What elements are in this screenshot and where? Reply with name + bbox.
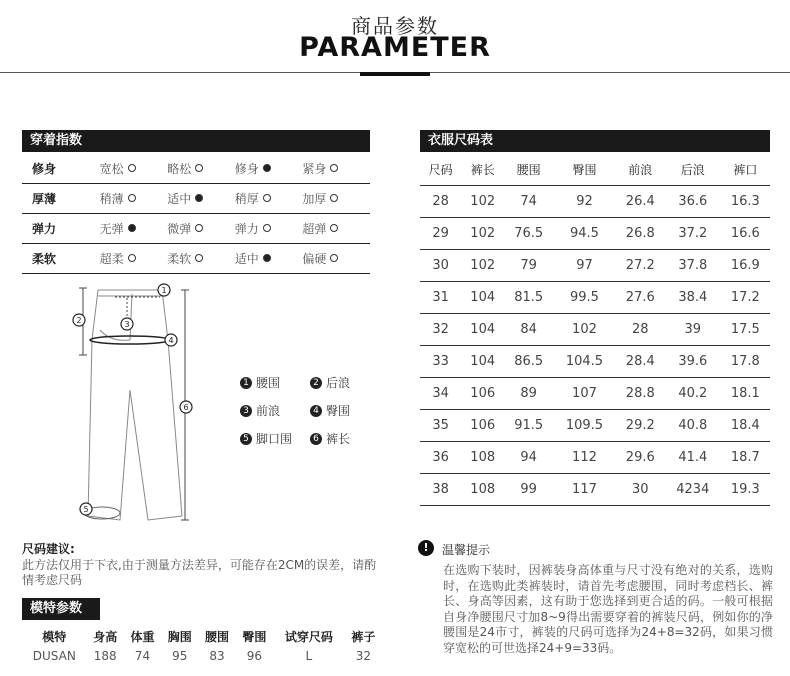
size-chart-cell: 28 (616, 314, 665, 346)
size-chart-cell: 36.6 (665, 186, 721, 218)
size-chart-cell: 18.7 (721, 442, 770, 474)
size-chart-cell: 17.8 (721, 346, 770, 378)
wear-option (100, 190, 168, 207)
wear-option (167, 220, 235, 237)
empty-dot-icon (330, 194, 338, 202)
filled-dot-icon (263, 164, 271, 172)
size-chart-cell: 40.8 (665, 410, 721, 442)
size-chart-cell: 38.4 (665, 282, 721, 314)
size-chart-cell: 108 (461, 474, 504, 506)
empty-dot-icon (128, 194, 136, 202)
diagram-marker (121, 318, 133, 330)
wear-row (22, 213, 370, 244)
size-chart-row (420, 474, 770, 506)
legend-label: 后浪 (326, 376, 351, 390)
size-chart-cell: 39 (665, 314, 721, 346)
size-chart-row (420, 282, 770, 314)
wear-row (22, 153, 370, 184)
size-chart-cell: 99.5 (553, 282, 615, 314)
model-param-header: 模特 (42, 629, 67, 644)
model-param-header: 腰围 (205, 629, 230, 644)
size-chart-cell: 79 (504, 250, 553, 282)
diagram-marker-label: 6 (183, 403, 189, 412)
size-chart-cell: 102 (461, 218, 504, 250)
legend-item (310, 374, 370, 391)
wear-option-label: 宽松 (99, 161, 124, 176)
size-chart-cell: 92 (553, 186, 615, 218)
filled-dot-icon (128, 224, 136, 232)
wear-option (302, 250, 370, 267)
empty-dot-icon (330, 164, 338, 172)
filled-dot-icon (263, 254, 271, 262)
model-params-table (22, 626, 382, 666)
wear-row (22, 243, 370, 274)
wear-option (167, 250, 235, 267)
wear-option-label: 超弹 (302, 221, 327, 236)
size-chart-cell: 30 (616, 474, 665, 506)
size-chart-cell: 29 (420, 218, 461, 250)
size-chart-cell: 106 (461, 378, 504, 410)
wear-option (167, 160, 235, 177)
size-chart-cell: 26.4 (616, 186, 665, 218)
number-badge-icon: 6 (310, 433, 322, 445)
wear-option-label: 柔软 (167, 251, 192, 266)
size-chart-cell: 27.2 (616, 250, 665, 282)
model-param-header: 胸围 (167, 629, 192, 644)
size-chart-cell: 18.1 (721, 378, 770, 410)
size-chart-row (420, 314, 770, 346)
size-chart-row (420, 218, 770, 250)
legend-item (240, 402, 310, 419)
warning-icon: ! (418, 540, 434, 556)
size-chart-title: 衣服尺码表 (420, 130, 770, 152)
size-chart-table (420, 153, 770, 506)
empty-dot-icon (128, 254, 136, 262)
model-param-header: 试穿尺码 (284, 629, 333, 644)
legend-item (240, 430, 310, 447)
wear-option (100, 250, 168, 267)
size-chart-header: 前浪 (616, 153, 665, 186)
wear-option (302, 190, 370, 207)
empty-dot-icon (330, 254, 338, 262)
size-chart-cell: 34 (420, 378, 461, 410)
wear-option (302, 220, 370, 237)
wear-row-label: 修身 (32, 161, 57, 176)
size-chart-cell: 107 (553, 378, 615, 410)
size-chart-cell: 108 (461, 442, 504, 474)
size-chart-header: 腰围 (504, 153, 553, 186)
empty-dot-icon (195, 224, 203, 232)
size-chart-cell: 94.5 (553, 218, 615, 250)
size-chart-cell: 102 (553, 314, 615, 346)
size-chart-cell: 97 (553, 250, 615, 282)
diagram-marker (73, 314, 85, 326)
size-chart-cell: 29.6 (616, 442, 665, 474)
size-chart-cell: 112 (553, 442, 615, 474)
wear-option-label: 适中 (167, 191, 192, 206)
legend-label: 腰围 (256, 376, 281, 390)
size-chart-cell: 26.8 (616, 218, 665, 250)
diagram-marker (158, 284, 170, 296)
size-chart-cell: 30 (420, 250, 461, 282)
size-chart-cell: 81.5 (504, 282, 553, 314)
size-chart-cell: 17.2 (721, 282, 770, 314)
size-chart-cell: 91.5 (504, 410, 553, 442)
wear-row-label: 弹力 (32, 221, 57, 236)
diagram-marker-label: 5 (83, 505, 89, 514)
wear-option-label: 加厚 (302, 191, 327, 206)
size-chart-row (420, 378, 770, 410)
size-chart-cell: 94 (504, 442, 553, 474)
filled-dot-icon (195, 194, 203, 202)
diagram-marker-label: 2 (76, 316, 82, 325)
size-chart-cell: 37.2 (665, 218, 721, 250)
size-chart-cell: 102 (461, 250, 504, 282)
empty-dot-icon (330, 224, 338, 232)
size-chart-cell: 99 (504, 474, 553, 506)
size-chart-cell: 16.3 (721, 186, 770, 218)
size-chart-header: 后浪 (665, 153, 721, 186)
wear-option (235, 160, 303, 177)
size-chart-cell: 36 (420, 442, 461, 474)
size-chart-cell: 117 (553, 474, 615, 506)
size-chart-cell: 104.5 (553, 346, 615, 378)
model-param-value: 96 (246, 649, 262, 663)
notice-text: 在选购下装时，因裤装身高体重与尺寸没有绝对的关系，选购时，在选购此类裤装时，请首先考虑腰围，同时考虑档长、裤长、身高等因素，这有助于您选择到更合适的码。一般可根据自身净腰围尺寸加8~9得出需要穿着的裤装尺码，例如你的净腰围是24市寸，裤装的尺码可选择为24+8=32码，如果习惯穿宽松的可世选择24+9=33码。 (443, 563, 773, 655)
size-chart-cell: 28.8 (616, 378, 665, 410)
size-chart-cell: 29.2 (616, 410, 665, 442)
empty-dot-icon (263, 224, 271, 232)
size-chart-cell: 86.5 (504, 346, 553, 378)
empty-dot-icon (195, 254, 203, 262)
size-chart-cell: 89 (504, 378, 553, 410)
number-badge-icon: 1 (240, 377, 252, 389)
size-chart-header: 尺码 (420, 153, 461, 186)
diagram-marker (165, 334, 177, 346)
empty-dot-icon (263, 194, 271, 202)
page-title-cn: 商品参数 (351, 14, 439, 38)
legend-label: 臀围 (326, 404, 351, 418)
model-param-header: 臀围 (242, 629, 267, 644)
size-chart-row (420, 346, 770, 378)
size-chart-header: 裤长 (461, 153, 504, 186)
wear-option-label: 紧身 (302, 161, 327, 176)
diagram-marker-label: 3 (124, 320, 130, 329)
size-chart-cell: 104 (461, 314, 504, 346)
size-chart-header: 臀围 (553, 153, 615, 186)
size-chart-cell: 39.6 (665, 346, 721, 378)
legend-item (310, 402, 370, 419)
model-param-value: 188 (93, 649, 117, 663)
wear-option-label: 弹力 (234, 221, 259, 236)
wear-option (100, 220, 168, 237)
notice-title: 温馨提示 (442, 543, 491, 557)
size-chart-header: 裤口 (721, 153, 770, 186)
size-chart-row (420, 442, 770, 474)
size-chart-cell: 17.5 (721, 314, 770, 346)
legend-label: 脚口围 (256, 432, 293, 446)
wear-option (235, 250, 303, 267)
number-badge-icon: 2 (310, 377, 322, 389)
legend-label: 前浪 (256, 404, 281, 418)
wear-option-label: 修身 (234, 161, 259, 176)
size-chart-cell: 33 (420, 346, 461, 378)
wear-option-label: 稍厚 (234, 191, 259, 206)
model-param-value: 74 (134, 649, 151, 663)
size-chart-cell: 109.5 (553, 410, 615, 442)
wear-option-label: 略松 (167, 161, 192, 176)
legend-label: 裤长 (326, 432, 351, 446)
empty-dot-icon (195, 164, 203, 172)
wear-row-label: 厚薄 (32, 191, 57, 206)
model-params-title: 模特参数 (22, 598, 100, 620)
wear-row-label: 柔软 (32, 251, 57, 266)
size-chart-cell: 35 (420, 410, 461, 442)
size-chart-cell: 4234 (665, 474, 721, 506)
model-param-value: 83 (209, 649, 225, 663)
number-badge-icon: 5 (240, 433, 252, 445)
size-chart-row (420, 250, 770, 282)
wear-option (235, 220, 303, 237)
size-chart-cell: 104 (461, 282, 504, 314)
number-badge-icon: 4 (310, 405, 322, 417)
size-chart-cell: 32 (420, 314, 461, 346)
legend-item (310, 430, 370, 447)
wear-option (100, 160, 168, 177)
header-accent-bar (360, 72, 430, 76)
size-chart-cell: 19.3 (721, 474, 770, 506)
size-chart-cell: 102 (461, 186, 504, 218)
model-param-value: 32 (355, 649, 371, 663)
size-chart-cell: 40.2 (665, 378, 721, 410)
model-param-value: DUSAN (32, 649, 76, 663)
wear-option-label: 适中 (234, 251, 259, 266)
diagram-marker-label: 4 (168, 336, 174, 345)
size-chart-cell: 37.8 (665, 250, 721, 282)
size-chart-row (420, 186, 770, 218)
size-advice-text: 此方法仅用于下衣,由于测量方法差异，可能存在2CM的误差，请酌情考虑尺码 (22, 558, 377, 587)
pants-measurement-diagram (70, 280, 205, 530)
size-advice-title: 尺码建议: (22, 542, 75, 556)
model-param-value: 95 (172, 649, 188, 663)
wear-option-label: 微弹 (167, 221, 192, 236)
wear-index-title: 穿着指数 (22, 130, 370, 152)
size-chart-cell: 27.6 (616, 282, 665, 314)
size-chart-cell: 18.4 (721, 410, 770, 442)
wear-option-label: 无弹 (99, 221, 124, 236)
size-chart-cell: 16.6 (721, 218, 770, 250)
size-chart-cell: 106 (461, 410, 504, 442)
wear-option (167, 190, 235, 207)
size-chart-cell: 31 (420, 282, 461, 314)
page-title-en: PARAMETER (299, 32, 491, 63)
legend-item (240, 374, 310, 391)
size-chart-cell: 74 (504, 186, 553, 218)
diagram-marker (180, 401, 192, 413)
size-chart-cell: 76.5 (504, 218, 553, 250)
size-chart-cell: 28 (420, 186, 461, 218)
number-badge-icon: 3 (240, 405, 252, 417)
wear-option (235, 190, 303, 207)
wear-option-label: 偏硬 (302, 251, 327, 266)
size-chart-cell: 84 (504, 314, 553, 346)
model-param-header: 裤子 (351, 629, 376, 644)
size-chart-cell: 41.4 (665, 442, 721, 474)
model-param-header: 体重 (130, 629, 155, 644)
size-chart-cell: 16.9 (721, 250, 770, 282)
empty-dot-icon (128, 164, 136, 172)
size-chart-row (420, 410, 770, 442)
wear-option-label: 超柔 (99, 251, 124, 266)
wear-row (22, 183, 370, 214)
model-param-value: L (305, 649, 313, 663)
wear-option-label: 稍薄 (99, 191, 124, 206)
measurement-legend (240, 374, 370, 447)
diagram-marker-label: 1 (161, 286, 167, 295)
wear-option (302, 160, 370, 177)
size-chart-cell: 38 (420, 474, 461, 506)
diagram-marker (80, 503, 92, 515)
model-param-header: 身高 (93, 629, 118, 644)
size-chart-cell: 28.4 (616, 346, 665, 378)
size-chart-cell: 104 (461, 346, 504, 378)
